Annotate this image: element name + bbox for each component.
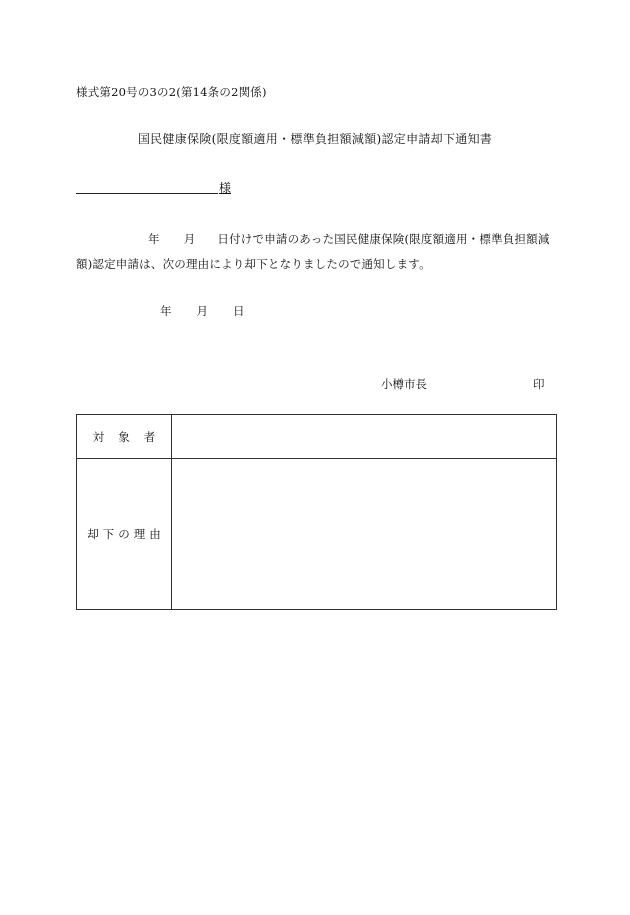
issuer-title: 小樽市長 [381, 377, 427, 391]
addressee-name-line [76, 193, 218, 194]
reason-label: 却下の理由 [77, 459, 172, 610]
seal-mark: 印 [533, 377, 545, 391]
subject-value [172, 415, 557, 459]
reason-row [77, 459, 557, 610]
issue-month-unit: 月 [196, 304, 208, 318]
body-text-line-1 [148, 231, 550, 247]
subject-row [77, 415, 557, 459]
body-text-line-2: 額)認定申請は、次の理由により却下となりましたので通知します。 [76, 257, 431, 271]
issue-day-unit: 日 [233, 304, 245, 318]
application-month-unit: 月 [183, 232, 196, 246]
issue-year-unit: 年 [160, 304, 172, 318]
addressee-honorific: 様 [219, 181, 232, 195]
subject-label: 対象者 [77, 415, 172, 459]
body-line-1-text: 日付けで申請のあった国民健康保険(限度額適用・標準負担額減 [217, 232, 550, 246]
reason-value [172, 459, 557, 610]
issue-date [160, 303, 245, 319]
form-number: 様式第20号の3の2(第14条の2関係) [76, 85, 267, 99]
document-title: 国民健康保険(限度額適用・標準負担額減額)認定申請却下通知書 [137, 132, 493, 146]
info-table [76, 414, 557, 610]
application-year-unit: 年 [148, 232, 160, 246]
